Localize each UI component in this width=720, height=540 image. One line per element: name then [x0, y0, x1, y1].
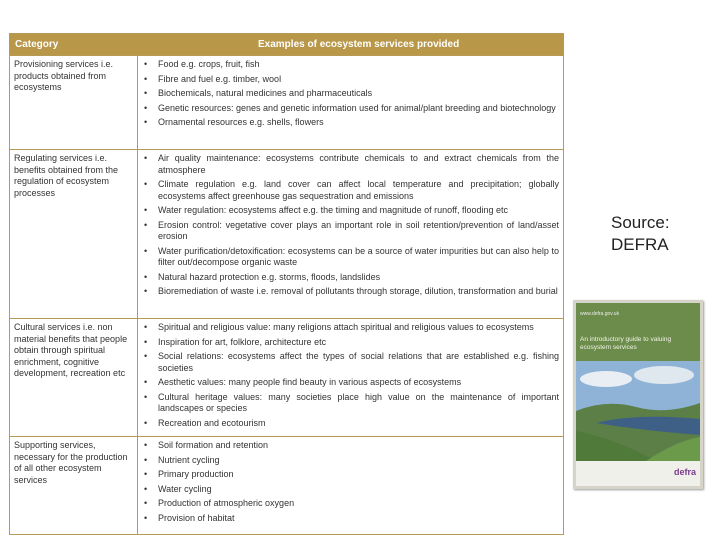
list-item: • Aesthetic values: many people find beauty in various aspects of ecosystems — [144, 377, 559, 389]
source-label: Source: — [611, 213, 670, 232]
list-item: • Water cycling — [144, 484, 559, 496]
list-item: • Social relations: ecosystems affect the types of social relations that are established e.g. fishing societies — [144, 351, 559, 374]
source-caption — [611, 212, 670, 256]
category-cell: Cultural services i.e. non material benefits that people obtain through spiritual enrichment, cognitive development, recreation etc — [14, 322, 128, 378]
list-item: • Air quality maintenance: ecosystems contribute chemicals to and extract chemicals from the atmosphere — [144, 153, 559, 176]
table-header — [10, 34, 563, 55]
cover-title: An introductory guide to valuing ecosystem services — [580, 336, 672, 351]
examples-list — [144, 440, 559, 527]
defra-logo: defra — [673, 467, 696, 477]
list-item: • Recreation and ecotourism — [144, 418, 559, 430]
table-row-cultural — [10, 318, 563, 436]
cover-panel — [576, 303, 700, 486]
ecosystem-services-table — [9, 33, 564, 535]
table-row-provisioning — [10, 55, 563, 149]
list-item: • Production of atmospheric oxygen — [144, 498, 559, 510]
header-examples: Examples of ecosystem services provided — [258, 39, 460, 50]
list-item: • Erosion control: vegetative cover plays an important role in soil retention/prevention of land/asset erosion — [144, 220, 559, 243]
examples-list — [144, 153, 559, 301]
category-cell: Provisioning services i.e. products obtained from ecosystems — [14, 59, 114, 92]
list-item: • Climate regulation e.g. land cover can affect local temperature and precipitation; globally ecosystems affect greenhouse gas sequestration and emissions — [144, 179, 559, 202]
table-row-regulating — [10, 149, 563, 318]
list-item: • Inspiration for art, folklore, architecture etc — [144, 337, 559, 349]
list-item: • Bioremediation of waste i.e. removal of pollutants through storage, dilution, transformation and burial — [144, 286, 559, 298]
source-name: DEFRA — [611, 235, 669, 254]
list-item: • Ornamental resources e.g. shells, flowers — [144, 117, 559, 129]
list-item: • Natural hazard protection e.g. storms, floods, landslides — [144, 272, 559, 284]
list-item: • Provision of habitat — [144, 513, 559, 525]
lake-landscape-photo — [576, 361, 700, 461]
cover-url: www.defra.gov.uk — [580, 311, 620, 317]
list-item: • Water purification/detoxification: ecosystems can be a source of water impurities but can also help to filter out/decompose organic waste — [144, 246, 559, 269]
examples-list — [144, 59, 559, 132]
cover-footer — [576, 461, 700, 486]
list-item: • Spiritual and religious value: many religions attach spiritual and religious values to ecosystems — [144, 322, 559, 334]
table-row-supporting — [10, 436, 563, 534]
list-item: • Cultural heritage values: many societies place high value on the maintenance of important landscapes or species — [144, 392, 559, 415]
list-item: • Primary production — [144, 469, 559, 481]
list-item: • Biochemicals, natural medicines and pharmaceuticals — [144, 88, 559, 100]
examples-list — [144, 322, 559, 432]
category-cell: Supporting services, necessary for the production of all other ecosystem services — [14, 440, 128, 485]
category-cell: Regulating services i.e. benefits obtained from the regulation of ecosystem processes — [14, 153, 119, 198]
report-cover-thumbnail — [573, 300, 703, 489]
list-item: • Water regulation: ecosystems affect e.g. the timing and magnitude of runoff, flooding etc — [144, 205, 559, 217]
list-item: • Genetic resources: genes and genetic information used for animal/plant breeding and biotechnology — [144, 103, 559, 115]
list-item: • Fibre and fuel e.g. timber, wool — [144, 74, 559, 86]
header-category: Category — [15, 39, 59, 50]
list-item: • Food e.g. crops, fruit, fish — [144, 59, 559, 71]
list-item: • Soil formation and retention — [144, 440, 559, 452]
list-item: • Nutrient cycling — [144, 455, 559, 467]
